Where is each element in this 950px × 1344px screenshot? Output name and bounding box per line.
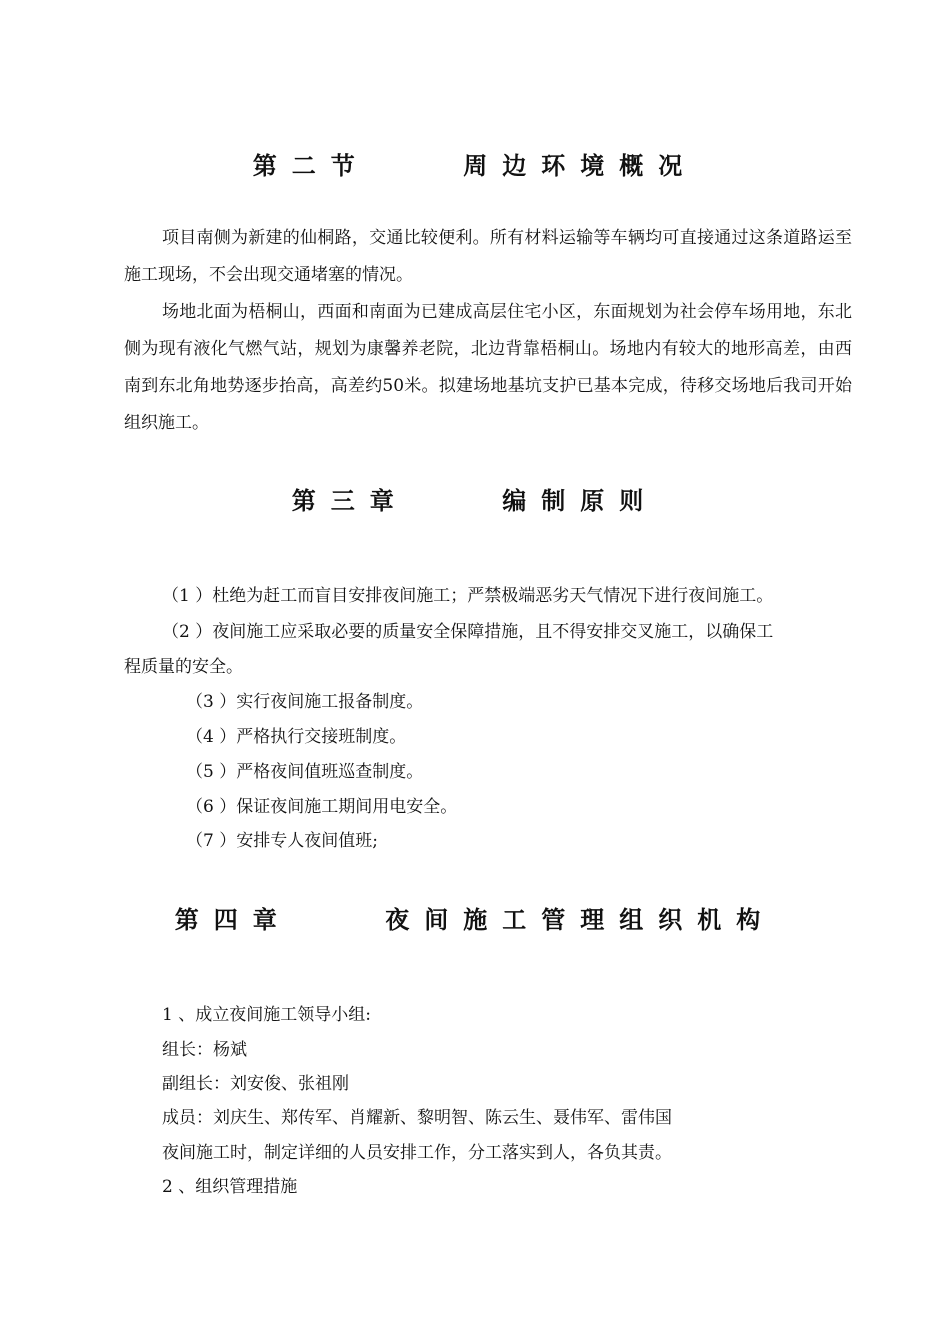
principle-item-2: （2 ）夜间施工应采取必要的质量安全保障措施，且不得安排交叉施工，以确保工 xyxy=(162,622,774,642)
org-line-1: 1 、成立夜间施工领导小组: xyxy=(162,1005,371,1025)
chapter-heading-principles: 第三章 编制原则 xyxy=(291,486,659,515)
principle-item-7: （7 ）安排专人夜间值班; xyxy=(186,831,378,851)
principle-item-2-continued: 程质量的安全。 xyxy=(124,657,243,677)
principle-item-5: （5 ）严格夜间值班巡查制度。 xyxy=(186,762,424,782)
org-line-duties: 夜间施工时，制定详细的人员安排工作，分工落实到人，各负其责。 xyxy=(162,1143,672,1163)
org-line-deputy: 副组长：刘安俊、张祖刚 xyxy=(162,1074,349,1094)
org-line-members: 成员：刘庆生、郑传军、肖耀新、黎明智、陈云生、聂伟军、雷伟国 xyxy=(162,1108,672,1128)
paragraph-traffic: 项目南侧为新建的仙桐路，交通比较便利。所有材料运输等车辆均可直接通过这条道路运至施工现场，不会出现交通堵塞的情况。 xyxy=(124,228,852,285)
chapter-heading-organization: 第四章 夜间施工管理组织机构 xyxy=(174,905,776,934)
paragraph-site: 场地北面为梧桐山，西面和南面为已建成高层住宅小区，东面规划为社会停车场用地，东北侧为现有液化气燃气站，规划为康馨养老院，北边背靠梧桐山。场地内有较大的地形高差，由西南到东北角地势逐步抬高，高差约50米。拟建场地基坑支护已基本完成，待移交场地后我司开始组织施工。 xyxy=(124,302,852,433)
principle-item-3: （3 ）实行夜间施工报备制度。 xyxy=(186,692,424,712)
org-line-leader: 组长：杨斌 xyxy=(162,1040,247,1060)
section-heading-surroundings: 第二节 周边环境概况 xyxy=(252,151,698,180)
principle-item-6: （6 ）保证夜间施工期间用电安全。 xyxy=(186,797,458,817)
org-line-2: 2 、组织管理措施 xyxy=(162,1177,298,1197)
principle-item-1: （1 ）杜绝为赶工而盲目安排夜间施工；严禁极端恶劣天气情况下进行夜间施工。 xyxy=(162,586,774,606)
principle-item-4: （4 ）严格执行交接班制度。 xyxy=(186,727,407,747)
